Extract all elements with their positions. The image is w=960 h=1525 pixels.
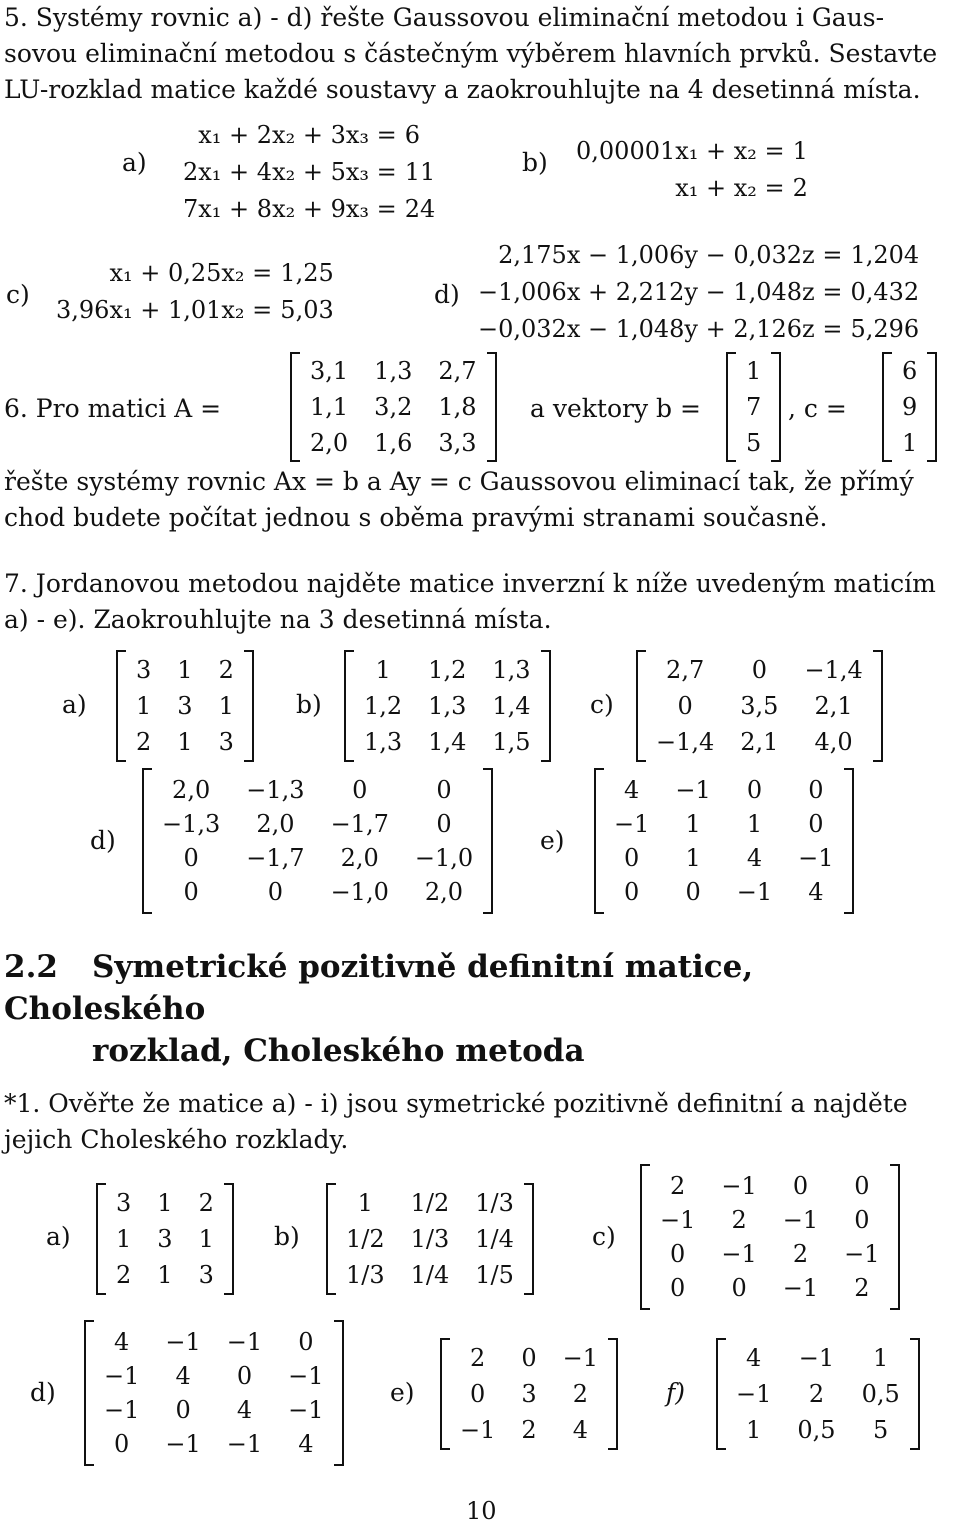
matrix-cell: 0 — [470, 1380, 486, 1408]
vector-c-label: , c = — [788, 394, 847, 423]
right-bracket — [244, 650, 254, 762]
matrix-cell: 1 — [357, 1189, 373, 1217]
matrix-cell: −1,3 — [246, 776, 305, 804]
p7-b-label: b) — [296, 690, 322, 719]
problem-7-line-1: 7. Jordanovou metodou najděte matice inverzní k níže uvedeným maticím — [4, 569, 936, 598]
matrix-cell: 1,4 — [428, 728, 467, 756]
matrix-cell: −1,0 — [414, 844, 474, 872]
matrix-A — [290, 352, 497, 462]
matrix-cell: 2 — [521, 1416, 537, 1444]
left-bracket — [882, 352, 892, 462]
matrix-grid — [726, 1338, 910, 1450]
matrix-cell: 1 — [157, 1261, 173, 1289]
p7-matrix-a — [116, 650, 254, 762]
problem-5-text — [4, 0, 958, 108]
matrix-cell: 3 — [116, 1189, 132, 1217]
equation-rhs: 1,25 — [280, 259, 334, 287]
matrix-cell: 2 — [198, 1189, 214, 1217]
matrix-cell: 3 — [198, 1261, 214, 1289]
matrix-grid — [336, 1183, 524, 1295]
right-bracket — [541, 650, 551, 762]
matrix-cell: 0 — [183, 844, 199, 872]
matrix-cell: 0 — [854, 1172, 870, 1200]
matrix-grid — [94, 1320, 334, 1466]
equation-lhs: 7x₁ + 8x₂ + 9x₃ = — [183, 195, 397, 223]
s1-e-label: e) — [390, 1378, 415, 1407]
system-d — [478, 237, 918, 348]
s1-a-label: a) — [46, 1222, 71, 1251]
matrix-cell: 0 — [670, 1274, 686, 1302]
matrix-cell: −1 — [288, 1396, 324, 1424]
matrix-grid — [646, 650, 873, 762]
matrix-cell: −1 — [288, 1362, 324, 1390]
matrix-cell: 0 — [792, 1172, 809, 1200]
matrix-cell: 5 — [873, 1416, 889, 1444]
matrix-cell: 0 — [352, 776, 368, 804]
section-number: 2.2 — [4, 949, 58, 985]
matrix-cell: 6 — [902, 357, 918, 385]
matrix-cell: 0 — [731, 1274, 747, 1302]
matrix-cell: 0 — [436, 810, 452, 838]
p7-matrix-c — [636, 650, 883, 762]
equation-rhs: 1,204 — [850, 241, 920, 269]
matrix-cell: 2 — [731, 1206, 747, 1234]
left-bracket — [636, 650, 646, 762]
matrix-cell: 0 — [670, 1240, 686, 1268]
matrix-cell: −1 — [562, 1344, 599, 1372]
matrix-cell: 2,0 — [424, 878, 464, 906]
matrix-cell: 0 — [624, 878, 640, 906]
left-bracket — [440, 1338, 450, 1450]
matrix-cell: 1/4 — [410, 1261, 450, 1289]
matrix-cell: 1 — [136, 692, 152, 720]
equation-rhs: 5,296 — [850, 315, 920, 343]
system-c — [56, 255, 344, 329]
right-bracket — [910, 1338, 920, 1450]
matrix-cell: 0 — [677, 692, 693, 720]
s1-matrix-d — [84, 1320, 344, 1466]
vector-b — [726, 352, 781, 462]
p7-a-label: a) — [62, 690, 87, 719]
matrix-cell: 0 — [521, 1344, 537, 1372]
matrix-cell: 2,0 — [310, 429, 349, 457]
matrix-cell: 0 — [854, 1206, 870, 1234]
vector-c — [882, 352, 937, 462]
matrix-cell: 1 — [685, 844, 701, 872]
matrix-cell: 4 — [572, 1416, 588, 1444]
matrix-cell: −1 — [736, 1380, 772, 1408]
matrix-cell: −1 — [736, 878, 773, 906]
matrix-cell: −1 — [165, 1430, 201, 1458]
matrix-cell: 3 — [177, 692, 193, 720]
problem-6-line-3: chod budete počítat jednou s oběma pravými stranami současně. — [4, 503, 828, 532]
right-bracket — [927, 352, 937, 462]
matrix-cell: 1 — [198, 1225, 214, 1253]
matrix-cell: −1 — [460, 1416, 496, 1444]
right-bracket — [771, 352, 781, 462]
matrix-cell: 1,6 — [374, 429, 413, 457]
matrix-cell: 1,2 — [428, 656, 467, 684]
matrix-cell: 1 — [375, 656, 391, 684]
s1-d-label: d) — [30, 1378, 56, 1407]
problem-star1-line-2: jejich Choleského rozklady. — [4, 1125, 349, 1154]
matrix-cell: 2,1 — [814, 692, 853, 720]
right-bracket — [524, 1183, 534, 1295]
left-bracket — [594, 768, 604, 914]
matrix-cell: 2,7 — [438, 357, 477, 385]
matrix-cell: 0 — [746, 776, 763, 804]
equation-rhs: 5,03 — [280, 296, 334, 324]
left-bracket — [344, 650, 354, 762]
system-c-label: c) — [6, 280, 30, 309]
matrix-cell: 4 — [298, 1430, 314, 1458]
equation-rhs: 24 — [404, 195, 436, 223]
matrix-cell: 1,1 — [310, 393, 349, 421]
matrix-cell: 4 — [808, 878, 824, 906]
matrix-cell: 1/2 — [346, 1225, 385, 1253]
system-a-label: a) — [122, 148, 147, 177]
left-bracket — [96, 1183, 106, 1295]
system-a — [183, 117, 453, 228]
matrix-cell: 1,3 — [364, 728, 403, 756]
p7-matrix-e — [594, 768, 854, 914]
matrix-grid — [300, 352, 487, 462]
matrix-cell: 1 — [873, 1344, 889, 1372]
matrix-cell: 4 — [746, 1344, 762, 1372]
p7-matrix-b — [344, 650, 551, 762]
matrix-cell: 4,0 — [814, 728, 853, 756]
matrix-grid — [892, 352, 927, 462]
matrix-cell: −1 — [226, 1328, 263, 1356]
matrix-cell: 1,3 — [428, 692, 467, 720]
matrix-cell: 3,5 — [740, 692, 779, 720]
matrix-cell: −1 — [104, 1362, 140, 1390]
matrix-cell: 2 — [136, 728, 152, 756]
system-d-label: d) — [434, 280, 460, 309]
matrix-cell: −1 — [798, 1344, 835, 1372]
matrix-cell: −1 — [104, 1396, 140, 1424]
matrix-cell: 2,1 — [740, 728, 779, 756]
problem-star1-text — [4, 1086, 958, 1158]
matrix-cell: 1/2 — [410, 1189, 450, 1217]
matrix-cell: 0 — [808, 810, 824, 838]
matrix-cell: −1 — [660, 1206, 696, 1234]
matrix-grid — [126, 650, 244, 762]
matrix-cell: 4 — [175, 1362, 191, 1390]
left-bracket — [290, 352, 300, 462]
matrix-cell: 3,1 — [310, 357, 349, 385]
problem-6-line-2: řešte systémy rovnic Ax = b a Ay = c Gaussovou eliminací tak, že přímý — [4, 467, 914, 496]
matrix-cell: 3,3 — [438, 429, 477, 457]
matrix-cell: −1 — [614, 810, 650, 838]
matrix-cell: 0,5 — [861, 1380, 900, 1408]
matrix-grid — [650, 1164, 890, 1310]
matrix-grid — [354, 650, 541, 762]
matrix-cell: 2 — [670, 1172, 686, 1200]
right-bracket — [487, 352, 497, 462]
equation-lhs: −0,032x − 1,048y + 2,126z = — [478, 315, 843, 343]
matrix-cell: 0 — [298, 1328, 314, 1356]
matrix-cell: −1 — [798, 844, 834, 872]
matrix-cell: 2,0 — [172, 776, 211, 804]
matrix-cell: 0 — [114, 1430, 130, 1458]
s1-f-label: f) — [666, 1378, 686, 1407]
matrix-cell: 1,8 — [438, 393, 477, 421]
matrix-cell: 0,5 — [797, 1416, 836, 1444]
matrix-cell: 0 — [175, 1396, 191, 1424]
matrix-cell: 2 — [808, 1380, 825, 1408]
equation-lhs: x₁ + 2x₂ + 3x₃ = — [198, 121, 397, 149]
s1-b-label: b) — [274, 1222, 300, 1251]
system-b — [576, 133, 819, 207]
matrix-cell: −1 — [782, 1274, 819, 1302]
s1-matrix-f — [716, 1338, 920, 1450]
matrix-cell: 1 — [746, 357, 762, 385]
equation-lhs: 3,96x₁ + 1,01x₂ = — [56, 296, 273, 324]
matrix-cell: 1 — [746, 1416, 762, 1444]
section-title-line-2: rozklad, Choleského metoda — [92, 1033, 585, 1069]
matrix-cell: 1/3 — [346, 1261, 385, 1289]
matrix-cell: 1 — [177, 728, 193, 756]
matrix-cell: 2 — [218, 656, 234, 684]
matrix-cell: 4 — [236, 1396, 253, 1424]
matrix-cell: 1,4 — [492, 692, 531, 720]
matrix-cell: −1 — [721, 1172, 757, 1200]
matrix-cell: −1 — [844, 1240, 880, 1268]
left-bracket — [326, 1183, 336, 1295]
matrix-cell: 2,0 — [340, 844, 379, 872]
matrix-cell: 1/5 — [475, 1261, 514, 1289]
s1-matrix-a — [96, 1183, 234, 1295]
matrix-cell: 4 — [114, 1328, 130, 1356]
matrix-cell: 3 — [157, 1225, 173, 1253]
problem-6-vectors-text: a vektory b = — [530, 394, 701, 423]
equation-rhs: 1 — [792, 137, 808, 165]
equation-rhs: 0,432 — [850, 278, 920, 306]
matrix-cell: −1,4 — [656, 728, 715, 756]
matrix-cell: 0 — [685, 878, 701, 906]
matrix-cell: 1 — [177, 656, 193, 684]
matrix-cell: 0 — [751, 656, 767, 684]
matrix-cell: 4 — [624, 776, 640, 804]
right-bracket — [334, 1320, 344, 1466]
equation-rhs: 11 — [404, 158, 436, 186]
matrix-cell: 1,2 — [364, 692, 403, 720]
s1-matrix-c — [640, 1164, 900, 1310]
equation-rhs: 2 — [792, 174, 808, 202]
problem-5-line-2: sovou eliminační metodou s částečným výběrem hlavních prvků. Sestavte — [4, 39, 938, 68]
matrix-cell: 3 — [521, 1380, 537, 1408]
matrix-cell: −1,7 — [330, 810, 389, 838]
matrix-cell: −1 — [165, 1328, 201, 1356]
problem-5-line-3: LU-rozklad matice každé soustavy a zaokrouhlujte na 4 desetinná místa. — [4, 75, 921, 104]
matrix-cell: 1/4 — [475, 1225, 514, 1253]
equation-lhs: x₁ + 0,25x₂ = — [109, 259, 273, 287]
left-bracket — [640, 1164, 650, 1310]
p7-matrix-d — [142, 768, 493, 914]
matrix-cell: 2 — [792, 1240, 809, 1268]
matrix-cell: 0 — [183, 878, 199, 906]
matrix-cell: 2 — [854, 1274, 870, 1302]
matrix-cell: 7 — [746, 393, 762, 421]
matrix-cell: 1 — [157, 1189, 173, 1217]
matrix-cell: 5 — [746, 429, 762, 457]
p7-c-label: c) — [590, 690, 614, 719]
left-bracket — [726, 352, 736, 462]
matrix-grid — [604, 768, 844, 914]
problem-star1-line-1: *1. Ověřte že matice a) - i) jsou symetrické pozitivně definitní a najděte — [4, 1089, 908, 1118]
matrix-cell: −1,4 — [804, 656, 863, 684]
s1-matrix-b — [326, 1183, 534, 1295]
matrix-grid — [450, 1338, 608, 1450]
page-number: 10 — [466, 1497, 497, 1525]
matrix-cell: −1,7 — [246, 844, 305, 872]
problem-7-line-2: a) - e). Zaokrouhlujte na 3 desetinná místa. — [4, 605, 552, 634]
matrix-cell: 1 — [902, 429, 918, 457]
problem-6-intro: 6. Pro matici A = — [4, 394, 222, 423]
matrix-cell: 1/3 — [410, 1225, 450, 1253]
matrix-cell: −1 — [226, 1430, 263, 1458]
equation-lhs: 2,175x − 1,006y − 0,032z = — [498, 241, 843, 269]
matrix-grid — [106, 1183, 224, 1295]
problem-6-text — [4, 464, 958, 536]
matrix-cell: 3,2 — [374, 393, 413, 421]
matrix-cell: 1,3 — [492, 656, 531, 684]
section-heading — [4, 946, 960, 1072]
right-bracket — [483, 768, 493, 914]
left-bracket — [116, 650, 126, 762]
section-title-line-1: Symetrické pozitivně definitní matice, Choleského — [4, 949, 754, 1027]
matrix-cell: 1,5 — [492, 728, 531, 756]
s1-c-label: c) — [592, 1222, 616, 1251]
matrix-cell: 0 — [267, 878, 284, 906]
matrix-cell: 1 — [218, 692, 234, 720]
matrix-cell: 2,0 — [256, 810, 295, 838]
left-bracket — [716, 1338, 726, 1450]
matrix-cell: 0 — [236, 1362, 253, 1390]
matrix-grid — [152, 768, 483, 914]
matrix-cell: 9 — [902, 393, 918, 421]
matrix-cell: −1 — [675, 776, 711, 804]
p7-d-label: d) — [90, 826, 116, 855]
matrix-grid — [736, 352, 771, 462]
matrix-cell: 2 — [470, 1344, 486, 1372]
matrix-cell: 2 — [572, 1380, 588, 1408]
equation-lhs: 0,00001x₁ + x₂ = — [576, 137, 785, 165]
problem-7-text — [4, 566, 958, 638]
left-bracket — [142, 768, 152, 914]
matrix-cell: 1 — [116, 1225, 132, 1253]
left-bracket — [84, 1320, 94, 1466]
problem-5-line-1: 5. Systémy rovnic a) - d) řešte Gaussovou eliminační metodou i Gaus- — [4, 3, 885, 32]
matrix-cell: 3 — [218, 728, 234, 756]
p7-e-label: e) — [540, 826, 565, 855]
right-bracket — [608, 1338, 618, 1450]
matrix-cell: 1 — [685, 810, 701, 838]
system-b-label: b) — [522, 148, 548, 177]
right-bracket — [224, 1183, 234, 1295]
equation-lhs: x₁ + x₂ = — [675, 174, 785, 202]
matrix-cell: 2,7 — [666, 656, 705, 684]
equation-lhs: 2x₁ + 4x₂ + 5x₃ = — [183, 158, 397, 186]
matrix-cell: 0 — [436, 776, 452, 804]
equation-rhs: 6 — [404, 121, 421, 149]
right-bracket — [844, 768, 854, 914]
matrix-cell: 2 — [116, 1261, 132, 1289]
matrix-cell: 1 — [746, 810, 763, 838]
matrix-cell: 1,3 — [374, 357, 413, 385]
right-bracket — [890, 1164, 900, 1310]
matrix-cell: 0 — [808, 776, 824, 804]
s1-matrix-e — [440, 1338, 618, 1450]
matrix-cell: −1 — [721, 1240, 757, 1268]
matrix-cell: 1/3 — [475, 1189, 514, 1217]
matrix-cell: 3 — [136, 656, 152, 684]
right-bracket — [873, 650, 883, 762]
matrix-cell: −1,0 — [330, 878, 389, 906]
matrix-cell: 4 — [746, 844, 763, 872]
matrix-cell: 0 — [624, 844, 640, 872]
equation-lhs: −1,006x + 2,212y − 1,048z = — [478, 278, 843, 306]
matrix-cell: −1,3 — [162, 810, 221, 838]
matrix-cell: −1 — [782, 1206, 819, 1234]
